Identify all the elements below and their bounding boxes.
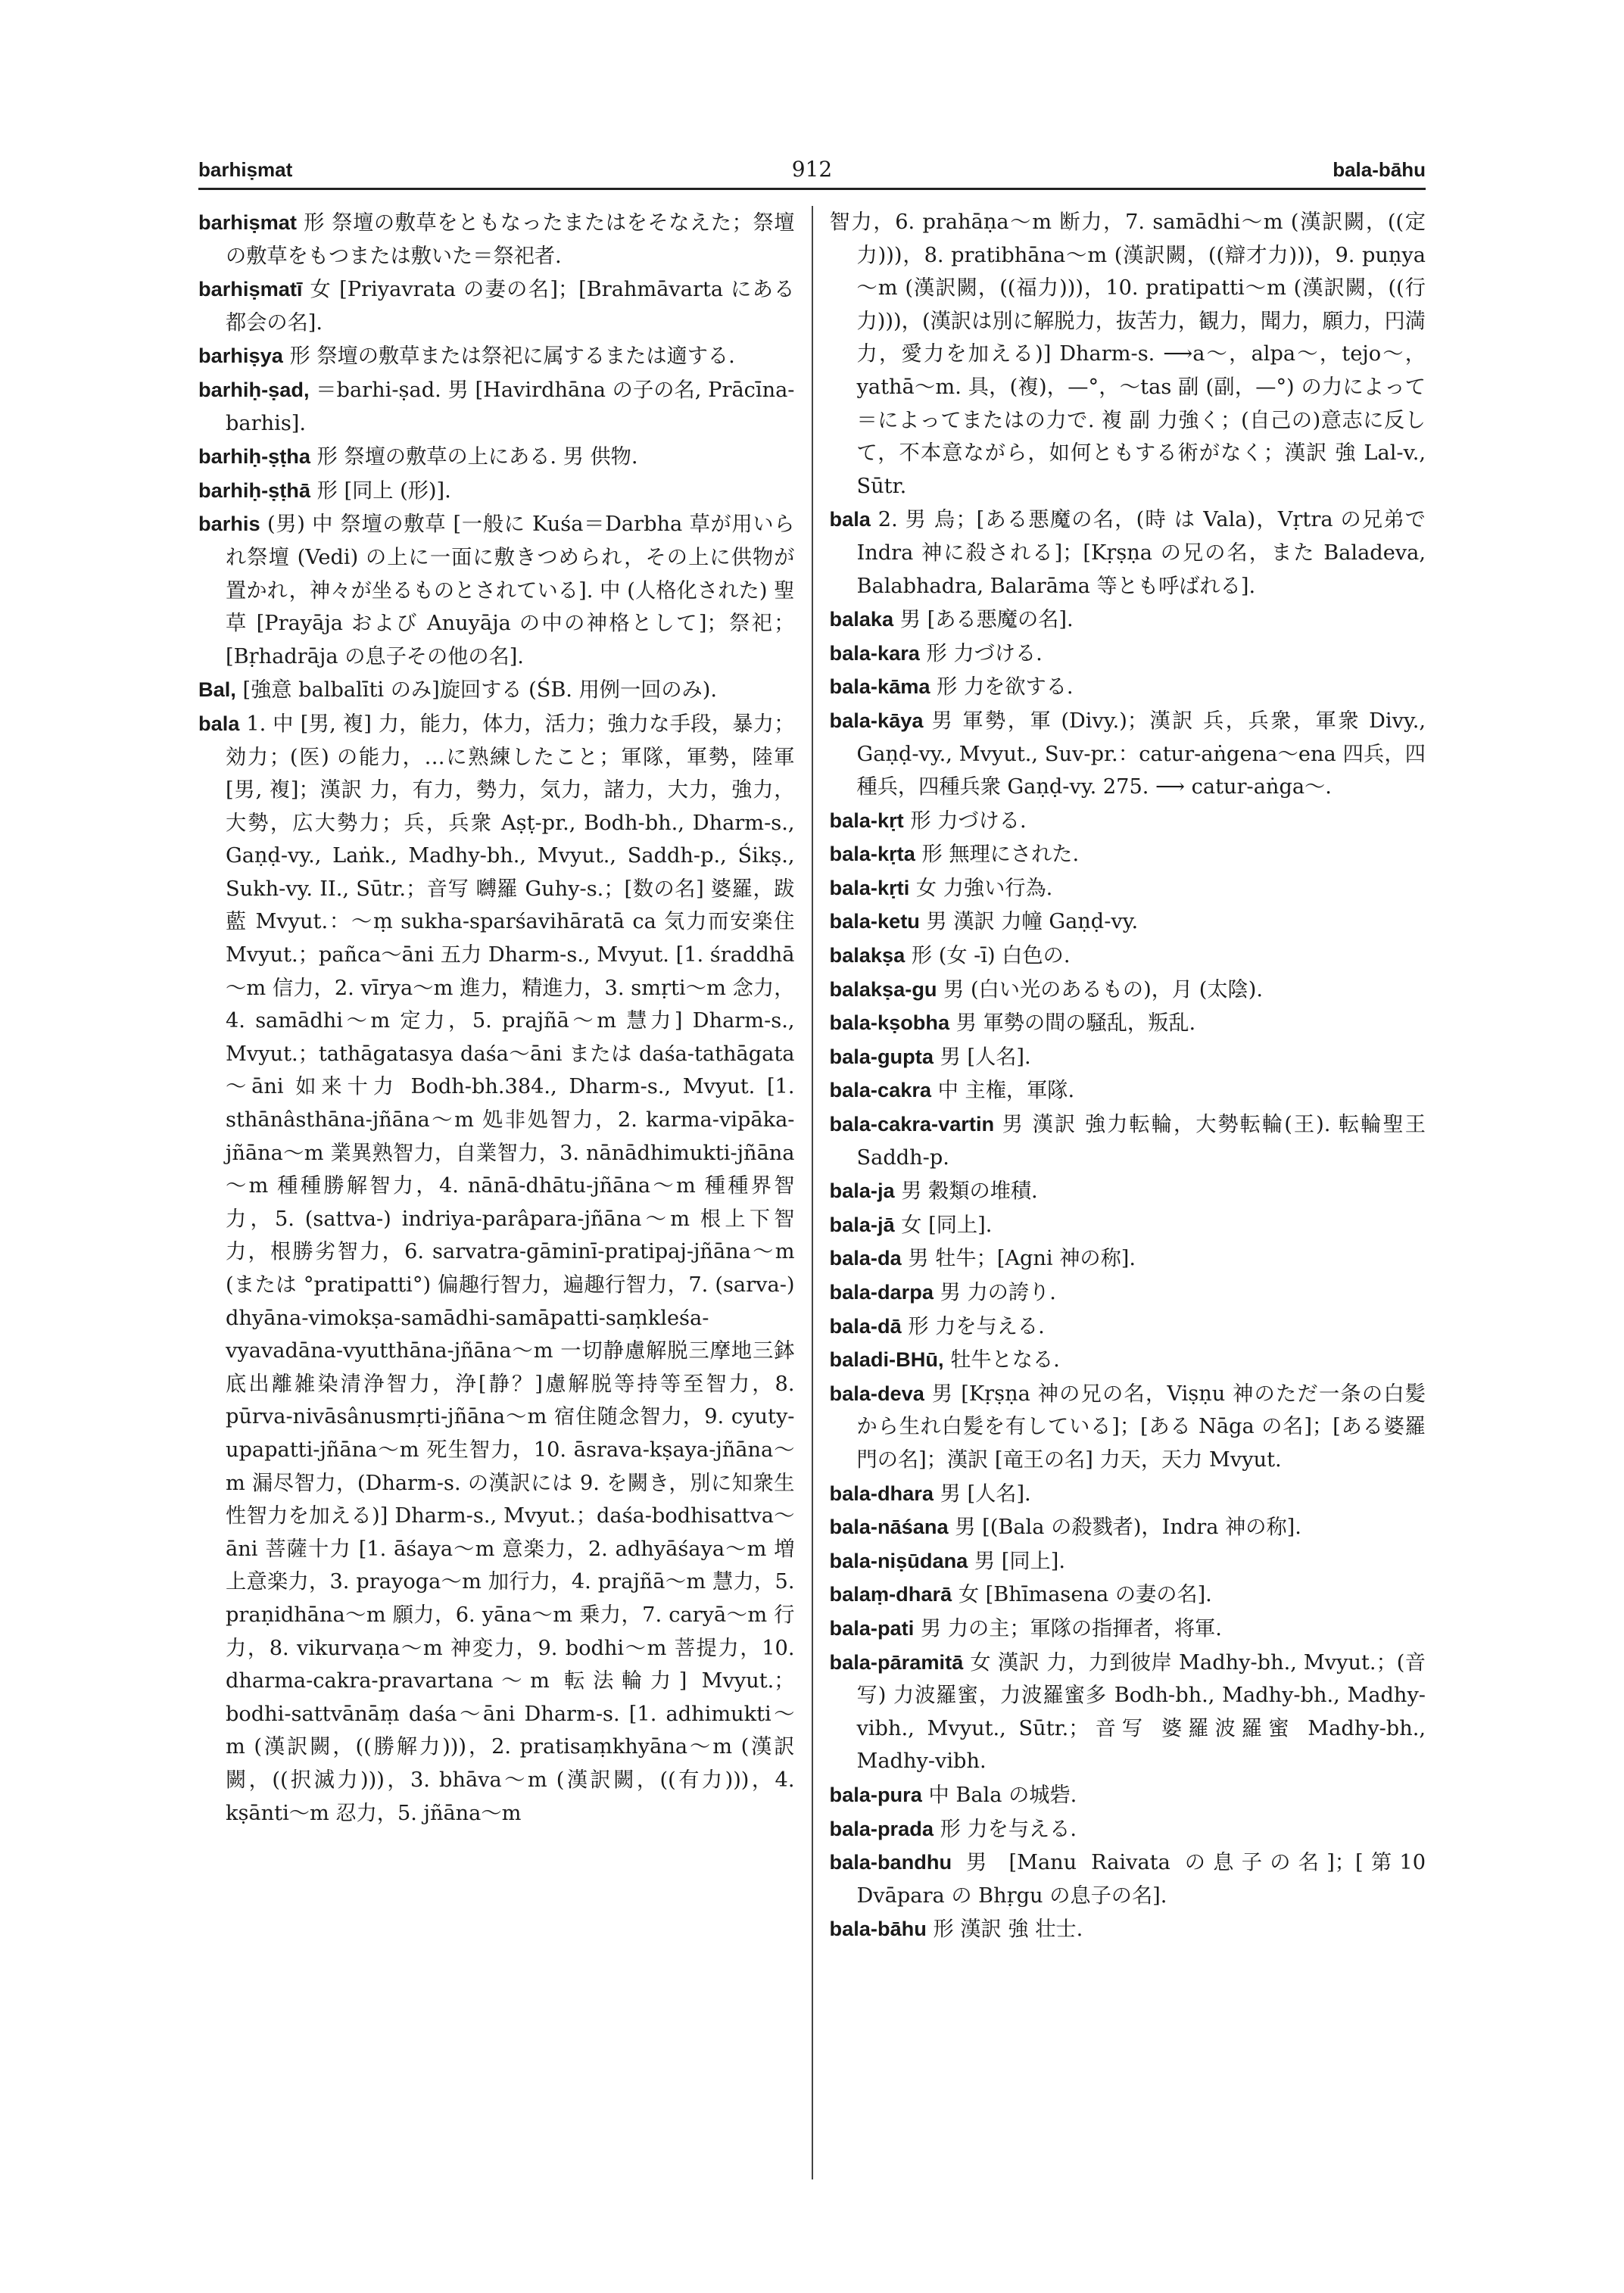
entry-headword: bala-bandhu (829, 1850, 952, 1874)
entry-definition: 形 [同上 (形)]. (310, 478, 451, 503)
entry-headword: bala (198, 711, 240, 735)
dictionary-entry (830, 939, 1426, 973)
dictionary-entry (830, 704, 1426, 804)
entry-headword: barhiḥ-ṣad, (198, 377, 310, 401)
dictionary-entry (198, 707, 795, 1830)
entry-definition: 形 漢訳 強 壮士. (926, 1918, 1083, 1942)
entry-definition: 女 力強い行為. (909, 876, 1053, 900)
entry-headword: barhiṣmat (198, 210, 297, 234)
dictionary-entry (830, 804, 1426, 838)
entry-definition: 女 [Priyavrata の妻の名]；[Brahmāvarta にある都会の名]. (226, 278, 795, 335)
entry-definition: 形 祭壇の敷草をともなったまたはをそなえた；祭壇の敷草をもつまたは敷いた＝祭祀者. (226, 211, 795, 268)
page-number: 912 (791, 157, 833, 182)
entry-definition: 中 主権，軍隊. (931, 1079, 1075, 1103)
entry-headword: Bal, (198, 678, 236, 702)
entry-headword: bala-kāya (829, 708, 924, 732)
entry-definition: 形 無理にされた. (915, 843, 1080, 867)
entry-headword: bala-jā (829, 1212, 895, 1236)
entry-definition: 形 祭壇の敷草の上にある. 男 供物. (310, 445, 638, 469)
dictionary-entry (198, 440, 795, 474)
dictionary-entry (830, 1510, 1426, 1544)
entry-headword: bala-dā (829, 1313, 902, 1338)
dictionary-columns (198, 206, 1426, 2179)
entry-definition: 女 [Bhīmasena の妻の名]. (952, 1583, 1212, 1607)
dictionary-entry (830, 1846, 1426, 1912)
entry-headword: bala-gupta (829, 1044, 934, 1068)
dictionary-entry (830, 1544, 1426, 1578)
entry-headword: bala-niṣūdana (829, 1548, 968, 1572)
header-left-headword: barhiṣmat (198, 158, 293, 181)
entry-headword: bala-pura (829, 1782, 922, 1806)
entry-definition: [強意 balbalīti のみ]旋回する (ŚB. 用例一回のみ). (235, 678, 717, 703)
dictionary-entry (830, 1812, 1426, 1846)
entry-definition: 形 祭壇の敷草または祭祀に属するまたは適する. (282, 344, 735, 369)
entry-headword: barhiḥ-ṣṭhā (198, 478, 311, 502)
entry-definition: 男 力の主；軍隊の指揮者，将軍. (914, 1616, 1222, 1640)
dictionary-entry (830, 905, 1426, 939)
dictionary-entry (830, 1377, 1426, 1477)
entry-definition: 男 漢訳 強力転輪，大勢転輪(王). 転輪聖王 Saddh-p. (856, 1113, 1426, 1170)
dictionary-entry (198, 339, 795, 373)
dictionary-entry (830, 603, 1426, 637)
entry-headword: bala-nāśana (829, 1515, 949, 1539)
dictionary-entry (830, 637, 1426, 671)
entry-definition: 形 力づける. (903, 808, 1027, 833)
entry-headword: bala-kāma (829, 675, 930, 699)
dictionary-entry (830, 670, 1426, 704)
dictionary-entry (830, 1006, 1426, 1040)
entry-definition: 2. 男 烏；[ある悪魔の名，(時 は Vala)，Vṛtra の兄弟で Indra 神に殺される]；[Kṛṣṇa の兄の名，また Baladeva, Balabhadra, Balarāma 等とも呼ばれる]. (856, 508, 1426, 598)
entry-definition: 男 [(Bala の殺戮者)，Indra 神の称]. (948, 1516, 1301, 1540)
entry-definition: 男 [人名]. (934, 1481, 1031, 1506)
entry-headword: bala-kṣobha (829, 1011, 950, 1035)
entry-definition: 男 漢訳 力幢 Gaṇḍ-vy. (919, 910, 1139, 934)
entry-definition: 男 牡牛；[Agni 神の称]. (901, 1247, 1136, 1271)
dictionary-entry (830, 206, 1426, 503)
dictionary-entry (830, 1208, 1426, 1242)
entry-definition: 形 力を与える. (934, 1817, 1077, 1841)
entry-headword: bala-cakra (829, 1078, 932, 1102)
dictionary-entry (830, 1174, 1426, 1208)
dictionary-entry (830, 1778, 1426, 1812)
dictionary-entry (830, 1310, 1426, 1344)
entry-definition: 形 (女 -ī) 白色の. (905, 944, 1071, 968)
dictionary-entry (830, 1477, 1426, 1511)
entry-headword: bala-kṛt (829, 808, 904, 832)
entry-definition: 男 [人名]. (933, 1045, 1031, 1069)
dictionary-entry (198, 206, 795, 273)
dictionary-entry (830, 837, 1426, 871)
dictionary-entry (830, 1108, 1426, 1174)
dictionary-entry (198, 507, 795, 673)
header-right-headword: bala-bāhu (1333, 158, 1426, 181)
dictionary-entry (830, 1073, 1426, 1108)
dictionary-entry (830, 1578, 1426, 1612)
dictionary-entry (830, 1612, 1426, 1646)
entry-definition: 男 [同上]. (968, 1549, 1066, 1573)
entry-headword: balaṃ-dharā (829, 1582, 952, 1606)
entry-headword: balakṣa-gu (829, 977, 937, 1001)
dictionary-entry (198, 273, 795, 339)
entry-headword: bala-ketu (829, 909, 920, 933)
entry-definition: 男 力の誇り. (934, 1281, 1056, 1304)
entry-headword: bala-pati (829, 1615, 915, 1640)
entry-definition: 形 力を欲する. (930, 675, 1074, 699)
entry-headword: bala-dhara (829, 1481, 934, 1505)
dictionary-entry (198, 673, 795, 707)
entry-headword: balaka (829, 607, 894, 631)
entry-definition: 智力，6. prahāṇa～m 断力，7. samādhi～m (漢訳闕，((定力)))，8. pratibhāna～m (漢訳闕，((辯才力)))，9. puṇya～m (漢訳闕，((福力)))，10. pratipatti～m (漢訳闕，((行力)))，(漢訳は別に解脱力，抜苦力，観力，聞力，願力，円満力，愛力を加える)] Dharm-s. ⟶a～，alpa～，tejo～，yathā～m. 具，(複)，—°，～tas 副 (副，—°) の力によって＝によってまたはの力で. 複 副 力強く；(自己の)意志に反して，不本意ながら，如何ともする術がなく；漢訳 強 Lal-v., Sūtr. (829, 210, 1426, 498)
entry-headword: barhiṣya (198, 344, 283, 368)
entry-definition: 形 力を与える. (901, 1314, 1045, 1338)
dictionary-entry (198, 373, 795, 440)
entry-definition: 形 力づける. (919, 641, 1043, 665)
dictionary-entry (830, 1646, 1426, 1778)
dictionary-entry (830, 973, 1426, 1007)
dictionary-entry (830, 1343, 1426, 1377)
entry-headword: barhiṣmatī (198, 277, 303, 301)
entry-definition: 男 穀類の堆積. (894, 1179, 1038, 1204)
entry-definition: 男 軍勢，軍 (Divy.)；漢訳 兵，兵衆，軍衆 Divy., Gaṇḍ-vy., Mvyut., Suv-pr.：catur-aṅgena～ena 四兵，四種兵，四種兵衆 Gaṇḍ-vy. 275. ⟶ catur-aṅga～. (856, 709, 1426, 799)
entry-headword: bala-pāramitā (829, 1650, 964, 1674)
entry-definition: 1. 中 [男, 複] 力，能力，体力，活力；強力な手段，暴力；効力；(医) の能力，…に熟練したこと；軍隊，軍勢，陸軍 [男, 複]；漢訳 力，有力，勢力，気力，諸力，大力，強力，大勢，広大勢力；兵，兵衆 Aṣṭ-pr., Bodh-bh., Dharm-s., Gaṇḍ-vy., Laṅk., Madhy-bh., Mvyut., Saddh-p., Śikṣ., Sukh-vy. II., Sūtr.；音写 嚩羅 Guhy-s.；[数の名] 婆羅，跋藍 Mvyut.：～ṃ sukha-sparśavihāratā ca 気力而安楽住 Mvyut.；pañca～āni 五力 Dharm-s., Mvyut. [1. śraddhā～m 信力，2. vīrya～m 進力，精進力，3. smṛti～m 念力，4. samādhi～m 定力，5. prajñā～m 慧力] Dharm-s., Mvyut.；tathāgatasya daśa～āni または daśa-tathāgata～āni 如来十力 Bodh-bh.384., Dharm-s., Mvyut. [1. sthānâsthāna-jñāna～m 処非処智力，2. karma-vipāka-jñāna～m 業異熟智力，自業智力，3. nānādhimukti-jñāna～m 種種勝解智力，4. nānā-dhātu-jñāna～m 種種界智力，5. (sattva-) indriya-parâpara-jñāna～m 根上下智力，根勝劣智力，6. sarvatra-gāminī-pratipaj-jñāna～m (または °pratipatti°) 偏趣行智力，遍趣行智力，7. (sarva-) dhyāna-vimokṣa-samādhi-samāpatti-saṃkleśa-vyavadāna-vyutthāna-jñāna～m 一切静慮解脱三摩地三鉢底出離雑染清浄智力，浄[静？]慮解脱等持等至智力，8. pūrva-nivāsânusmṛti-jñāna～m 宿住随念智力，9. cyuty-upapatti-jñāna～m 死生智力，10. āsrava-kṣaya-jñāna～m 漏尽智力，(Dharm-s. の漢訳には 9. を闕き，別に知衆生性智力を加える)] Dharm-s., Mvyut.；daśa-bodhisattva～āni 菩薩十力 [1. āśaya～m 意楽力，2. adhyāśaya～m 増上意楽力，3. prayoga～m 加行力，4. prajñā～m 慧力，5. praṇidhāna～m 願力，6. yāna～m 乗力，7. caryā～m 行力，8. vikurvaṇa～m 神変力，9. bodhi～m 菩提力，10. dharma-cakra-pravartana～m 転法輪力] Mvyut.；bodhi-sattvānāṃ daśa～āni Dharm-s. [1. adhimukti～m (漢訳闕，((勝解力)))，2. pratisaṃkhyāna～m (漢訳闕，((択滅力)))，3. bhāva～m (漢訳闕，((有力)))，4. kṣānti～m 忍力，5. jñāna～m (226, 712, 795, 1825)
entry-headword: bala-kṛti (829, 875, 910, 899)
entry-headword: bala-kṛta (829, 842, 915, 866)
entry-headword: bala-kara (829, 640, 920, 665)
entry-headword: barhis (198, 512, 260, 536)
entry-definition: 男 (白い光のあるもの)，月 (太陰). (937, 977, 1263, 1002)
entry-headword: bala-deva (829, 1381, 924, 1405)
dictionary-entry (830, 1912, 1426, 1946)
entry-definition: 男 軍勢の間の騒乱，叛乱. (949, 1011, 1196, 1036)
entry-headword: bala-ja (829, 1179, 895, 1203)
dictionary-entry (830, 503, 1426, 603)
entry-definition: (男) 中 祭壇の敷草 [一般に Kuśa＝Darbha 草が用いられ祭壇 (Vedi) の上に一面に敷きつめられ，その上に供物が置かれ，神々が坐るものとされている]. 中 (人格化された) 聖草 [Prayāja および Anuyāja の中の神格として]；祭祀；[Bṛhadrāja の息子その他の名]. (226, 512, 795, 668)
entry-headword: barhiḥ-ṣṭha (198, 444, 311, 469)
entry-headword: bala-darpa (829, 1280, 934, 1304)
entry-headword: baladi-BHū, (829, 1347, 944, 1372)
entry-definition: 中 Bala の城砦. (921, 1783, 1077, 1807)
entry-definition: 女 [同上]. (894, 1213, 993, 1237)
entry-headword: bala-bāhu (829, 1917, 927, 1941)
entry-definition: 牡牛となる. (943, 1348, 1060, 1372)
dictionary-entry (830, 1242, 1426, 1276)
entry-definition: 男 [Manu Raivata の息子の名]；[第10 Dvāpara の Bhṛgu の息子の名]. (856, 1851, 1426, 1908)
entry-definition: 男 [ある悪魔の名]. (893, 608, 1074, 632)
entry-definition: 男 [Kṛṣṇa 神の兄の名，Viṣṇu 神のただ一条の白髪から生れ白髪を有している]；[ある Nāga の名]；[ある婆羅門の名]；漢訳 [竜王の名] 力天，天力 Mvyut. (856, 1382, 1426, 1472)
dictionary-entry (830, 1040, 1426, 1074)
entry-headword: bala-cakra-vartin (829, 1112, 995, 1136)
page-header (198, 145, 1426, 190)
entry-definition: 女 漢訳 力，力到彼岸 Madhy-bh., Mvyut.；(音写) 力波羅蜜，力波羅蜜多 Bodh-bh., Madhy-bh., Madhy-vibh., Mvyut., Sūtr.；音写 婆羅波羅蜜 Madhy-bh., Madhy-vibh. (856, 1650, 1426, 1774)
right-column (830, 206, 1426, 2179)
left-column (198, 206, 813, 2179)
entry-headword: balakṣa (829, 943, 906, 967)
entry-headword: bala (829, 507, 871, 531)
dictionary-entry (198, 474, 795, 508)
dictionary-entry (830, 871, 1426, 905)
entry-definition: ＝barhi-ṣad. 男 [Havirdhāna の子の名, Prācīna-barhis]. (226, 378, 795, 435)
entry-headword: bala-da (829, 1246, 902, 1270)
entry-headword: bala-prada (829, 1816, 934, 1840)
dictionary-entry (830, 1276, 1426, 1310)
